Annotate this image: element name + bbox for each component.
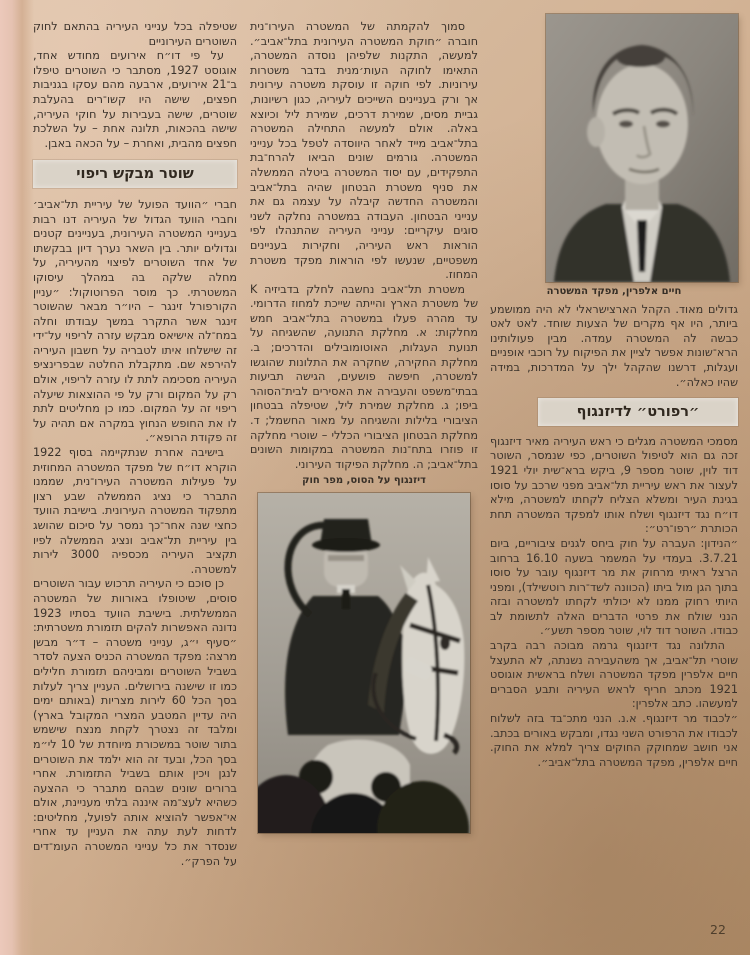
paragraph-events-report: על פי דו״ח אירועים מחודש אחד, אוגוסט 1927, מסתבר כי השוטרים טיפלו ב־21 אירועים, ארבעה מהם עסקו בגניבות חפצים, שישה היו קשו־רים בהעלבת שוטרים, שישה בעבירות על חוקי העיריה, שישה בהכאות, תלונה אחת – על השלכת חפצים מהבית, ואחרת – על הכאה באבן. <box>33 49 237 150</box>
ear <box>587 117 605 147</box>
dizengoff-horse-photo <box>258 493 470 833</box>
section-header-label: ״רפורט״ לדיזנגוף <box>576 404 700 421</box>
left-column <box>33 20 237 869</box>
page-number: 22 <box>710 922 726 937</box>
section-header-label: שוטר מבקש ריפוי <box>76 166 194 183</box>
alperin-portrait-photo <box>546 14 738 282</box>
horse-eye <box>440 636 450 650</box>
paragraph-divisions: משטרת תל־אביב נחשבה לחלק בדביזיה K של משטרת הארץ והייתה שייכת למחוז הדרומי. עד מהרה פעלו במשטרה בתל־אביב חמש מחלקות: א. מחלקת התנועה, שהשגיחה על תנועת העגלות, האוטומובילים והדרכים; ב. מחלקת החקירה, שחקרה את התלונות שהוגשו למשטרה, חיפשה פושעים, הגישה תביעות בבתי־משפט והעבירה את האסירים לבית־הסוהר ביפו; ג. מחלקת שמירת ליל, שטיפלה בבטחון הציבורי בלילות והשגיחה על מאור החשמל; ד. מחלקת הבטחון הציבורי הכללי – שוטרי מחלקה זו פוזרו בתח־נות המשטרה במקומות השונים בתל־אביב; ה. מחלקת הפיקוד העירוני. <box>250 282 478 471</box>
eye <box>619 121 633 128</box>
paragraph-complaint: התלונה נגד דיזנגוף גרמה מבוכה רבה בקרב שוטרי תל־אביב, אך משהעבירה נשנתה, לא התעצל חיים אלפרין מפקד המשטרה ושלח בראשית אוגוסט 1921 מכתב חריף לראש העיריה ותבע הסברים למעשהו. כתב אלפרין: <box>490 639 738 711</box>
paragraph-orchestra: כן סוכם כי העיריה תרכוש עבור השוטרים סוסים, שיטופלו באורוות של המשטרה הממשלתית. בישיבת הוועד בסתיו 1923 נדונה האפשרות להקים תזמורת משטרתית: ״סעיף י״ג, ענייני משטרה – ד״ר מבשן מרצה: מפקד המשטרה הכניס הצעה לסדר בשביל השוטרים ומביניהם תזמורת חלילים כמו זו שישנה בירושלים. העניין צריך לעלות בסך הכל 60 לירות מצריות (באותם ימים היה עדיין המטבע המצרי המקובל בארץ) ומלבד זה נצטרך לקחת מנצח שישמש בתור שוטר במשכורת מיוחדת של 10 לי״מ בסך הכל, ובעד זה הוא ילמד את השוטרים לנגן ויכין אותם בשביל התזמורת. אחרי ברורים שונים שבהם מתברר כי ההצעה כשהיא לעצ־מה איננה בלתי מעניינת, אולם אי־אפשר להוציא אותה לפועל, מחליטים: לדחות לעת עתה את העניין עד אחרי שנסדר את כל ענייני המשטרה העומ־דים על הפרק״. <box>33 577 238 868</box>
paragraph-committee: חברי ״הוועד הפועל של עיריית תל־אביב׳ וחברי הוועד הגדול של העיריה דנו רבות בענייני המשטרה העירונית, בעניינים קטנים וגדולים יותר. בין השאר נערך דיון בבקשתו של אחד השוטרים לפיצוי מהעיריה, על מחלה שלקה בה במהלך עיסוקו המשטרתי. כך מוסר הפרוטוקול: ״עניין הקורפורל זינגר – היו״ר מבאר שהשוטר זינגר אשר התקרר במשך עבודתו וחלה במח־לה אישיאס מבקש עזרה לריפוי על־ידי זה שישלחו איתו לטבריה על חשבון העיריה להירפא שם. מתקבלת החלטה שבפרינציפ העיריה מסכימה לתת לו עזרה לריפוי, אולם רק על המקום ורק על פי ההוצאות שיעלה ריפוי זה על המקום. כמו כן מחליטים לתת לו את החופש הנחוץ במקרה אם תהיה על זה פקודת הרופא״. <box>33 197 237 445</box>
middle-column <box>250 20 478 833</box>
paragraph-public-order: גדולים מאוד. הקהל הארצישראלי לא היה ממושמע ביותר, היו אף מקרים של הצעות שוחד. לאט לאט כבשה לה המשטרה עמדה. מבין פעולותינו הרא־שונות אפשר לציין את הפיקוח על רוכבי אופניים ועגלות, דרשנו שהקהל ילך על המדרכות, במידה שהיו כאלה״. <box>490 302 738 389</box>
horse-rider-illustration <box>258 493 470 833</box>
paragraph-report-text: ״הנידון: העברה על חוק ביחס לגנים ציבוריים, ביום 3.7.21. בעמדי על המשמר בשעה 16.10 ברחוב הרצל ראיתי מרחוק את מר דיזנגוף עובר על סוסו בתוך הגן מול ביתו (הכוונה לשד־רות רוטשילד), ומפני היותי רחוק ממנו לא יכולתי לקחתו למשטרה ובזה הנני שולח את פרטי הדברים האלה לתשומת לב כבודו. השוטר דוד לוי, שוטר מספר תשע״. <box>490 536 738 638</box>
paragraph-alperin-letter: ״לכבוד מר דיזנגוף. א.נ. הנני מתכ־בד בזה לשלוח לכבודו את הרפורט השני נגדו, ומבקש באורים בכתב. אני חושב שמחוקק החוקים צריך למלא את החוק. חיים אלפרין, מפקד המשטרה בתל־אביב״. <box>490 712 738 769</box>
section-header-report-dizengoff <box>538 398 738 426</box>
portrait-caption: חיים אלפרין, מפקד המשטרה <box>546 286 682 297</box>
section-header-officer-treatment <box>33 160 237 188</box>
portrait-illustration <box>546 14 738 282</box>
rider-hat <box>312 538 380 552</box>
horse-photo-caption: דיזנגוף על הסוס, מפר חוק <box>302 475 426 487</box>
face <box>596 64 688 184</box>
paragraph-constitution: סמוך להקמתה של המשטרה העירו־נית חוברה ״חוקת המשטרה העירונית בתל־אביב״. למעשה, התקנות שלפיהן נוסדה המשטרה, התאימו לחוקה העות׳מנית בדבר משטרות עירוניות. לפי חוקה זו עוסקת משטרה עירונית אך ורק בעניינים השייכים לעיריה, כגון רשיונות, גביית מסים, שמירת דרכים, שמירת ליל וכיוצא באלה. אולם למעשה התחילה המשטרה בתל־אביב מייד לאחר היווסדה לטפל בכל ענייני המשטרה. גורמים שונים הביאו להרח־בת התפקידים, עם יסוד המשטרה ביטלה הממשלה את סניף משטרת הבטחון שהיה בתל־אביב והמשטרה החדשה קיבלה על עצמה גם את ענייני הבטחון. העבודה במשטרה נחלקה לשני סוגים עיקריים: ענייני העיריה שהתנהלו לפי הוראות ראש העיריה, וחקירות בעניינים משפטיים, שנעשו לפי הוראות מפקד משטרת המחוז. <box>250 20 478 282</box>
paragraph-district-report: בישיבה אחרת שנתקיימה בסוף 1922 הוקרא דו״ח של מפקד המשטרה המחוזית על פעילות המשטרה העירו־נית, שממנו התברר כי נציג הממשלה שבע רצון מתפקוד המשטרה העירונית. בישיבת הוועד כחצי שנה אחר־כך נמסר על סיכום שהושג בין עיריית תל־אביב ונציג הממשלה לפיו תקציב העיריה מכספיה 3000 לירות למשטרה. <box>33 446 238 576</box>
right-column <box>490 14 738 770</box>
paragraph-intro-continuation: שטיפלה בכל ענייני העיריה בהתאם לחוק השוטרים העירוניים <box>33 20 237 48</box>
eye <box>656 121 670 128</box>
paragraph-report-intro: מסמכי המשטרה מגלים כי ראש העיריה מאיר דיזנגוף זכה גם הוא לטיפול השוטרים, כפי שנמסר, השוטר דוד לוין, שוטר מספר 9, ביקש ברא־שית יולי 1921 לעצור את ראש עיריית תל־אביב מפני שרכב על סוסו בגינת העיר ומשלא הצליח לקחתו למשטרה, מילא דו״ח נגד דיזנגוף ושלח אותו למפקד המשטרה תחת הכותרת ״רפו־רט״: <box>490 434 738 536</box>
